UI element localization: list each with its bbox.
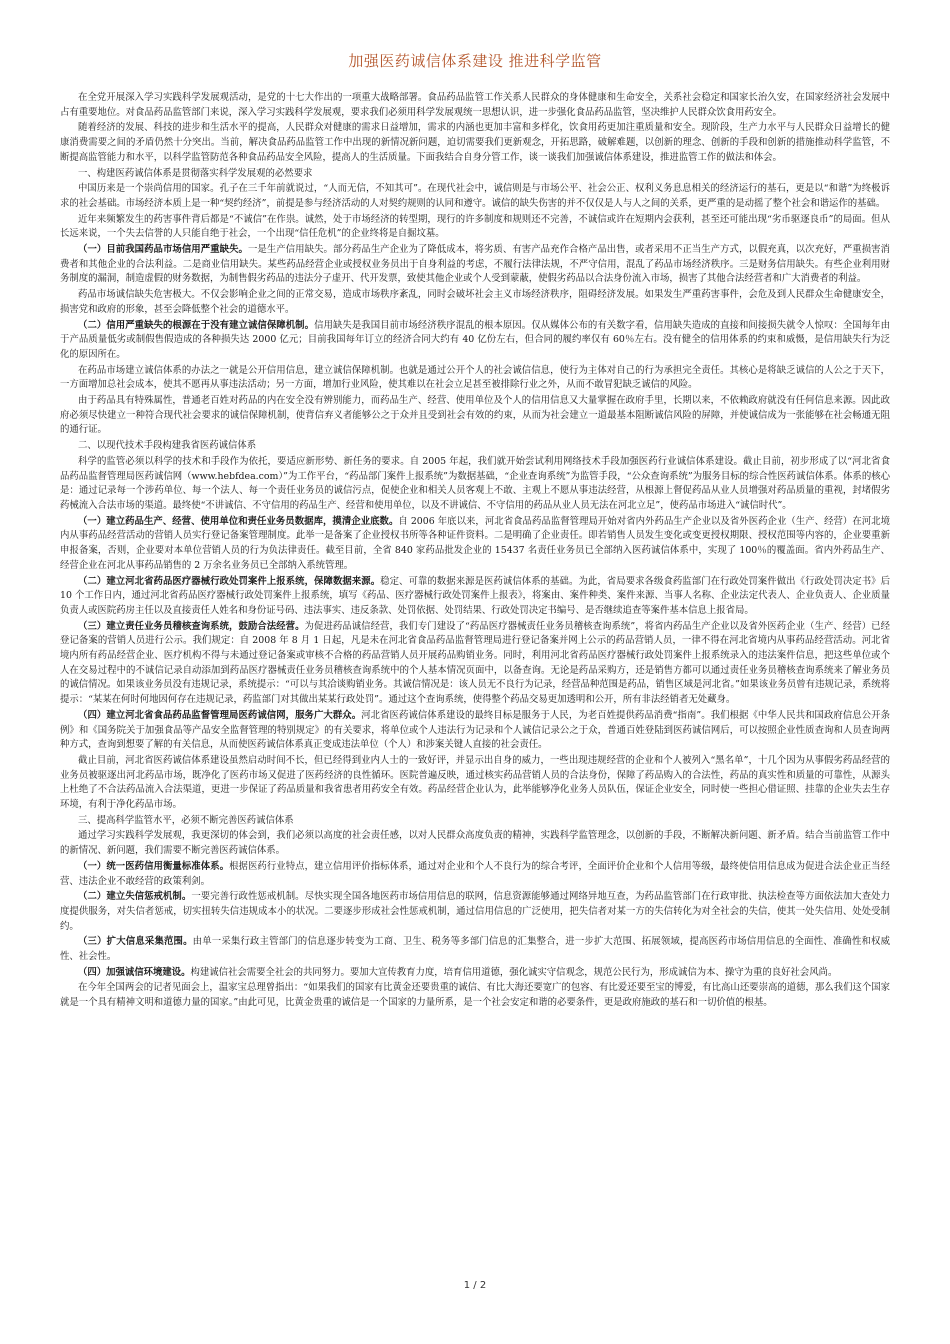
paragraph: 科学的监管必须以科学的技术和手段作为依托，要适应新形势、新任务的要求。自 2005 年起，我们就开始尝试利用网络技术手段加强医药行业诚信体系建设。截止目前，初步形成了以“河北省食品药品监督管理局医药诚信网（www.hebfdea.com）”为工作平台，“药品部门案件上报系统”为数据基础，“企业查询系统”为监管手段，“公众查询系统”为服务目标的综合性医药诚信体系。体系的核心是：通过记录每一个涉药单位、每一个法人、每一个责任业务员的诚信污点，促使企业和相关人员客观上不敢、主观上不愿从事违法经营，从根源上督促药品从业人员增强对药品质量的重视，封堵假劣药械流入合法市场的渠道。最终使“不讲诚信、不守信用的药品生产、经营和使用单位，以及不讲诚信、不守信用的药品从业人员无法在河北立足”，使药品市场进入“诚信时代”。: [60, 455, 890, 511]
subheading: （三）建立责任业务员稽核查询系统，鼓励合法经营。: [78, 620, 305, 632]
subheading: （四）加强诚信环境建设。: [78, 966, 191, 978]
subheading: （二）信用严重缺失的根源在于没有建立诚信保障机制。: [78, 319, 315, 331]
document-title: 加强医药诚信体系建设 推进科学监管: [348, 52, 602, 70]
paragraph: （三）扩大信息采集范围。由单一采集行政主管部门的信息逐步转变为工商、卫生、税务等多部门信息的汇集整合，进一步扩大范围、拓展领域，提高医药市场信用信息的全面性、准确性和权威性、社会性。: [60, 936, 890, 963]
paragraph: （四）建立河北省食品药品监督管理局医药诚信网，服务广大群众。河北省医药诚信体系建设的最终目标是服务于人民，为老百姓提供药品消费“指南”。我们根据《中华人民共和国政府信息公开条例》和《国务院关于加强食品等产品安全监督管理的特别规定》的有关要求，将单位或个人违法行为记录和个人诚信记录公之于众，普通百姓登陆到医药诚信网后，可以按照企业性质查询和人员查询两种方式，查询到想要了解的有关信息，从而使医药诚信体系真正变成违法单位（个人）和涉案关键人直接的社会责任。: [60, 709, 890, 751]
paragraph: 截止目前，河北省医药诚信体系建设虽然启动时间不长，但已经得到业内人士的一致好评，并显示出自身的威力，一些出现违规经营的企业和个人被列入“黑名单”，十几个因为从事假劣药品经营的业务员被驱逐出河北药品市场，既净化了医药市场又促进了医药经济的良性循环。医院普遍反映，通过核实药品营销人员的合法身份，保障了药品购入的合法性，药品的真实性和质量的可靠性，从源头上杜绝了不合法药品流入合法渠道，更进一步保证了药品质量和我省患者用药安全有效。药品经营企业认为，此举能够净化业务人员队伍，保证企业安全，同时使一些担心借证照、挂靠的企业失去生存环境，有利于净化药品市场。: [60, 754, 890, 811]
paragraph: 在药品市场建立诚信体系的办法之一就是公开信用信息，建立诚信保障机制。也就是通过公开个人的社会诚信信息，使行为主体对自己的行为承担完全责任。其核心是将缺乏诚信的人公之于天下，一方面增加总社会成本，使其不愿再从事违法活动；另一方面，增加行业风险，使其难以在社会立足甚至被排除行业之外，从而不敢冒犯缺乏诚信的风险。: [60, 364, 890, 391]
subheading: （一）建立药品生产、经营、使用单位和责任业务员数据库，摸清企业底数。: [78, 515, 399, 527]
subheading: （一）统一医药信用衡量标准体系。: [78, 860, 230, 872]
subheading: （二）建立河北省药品医疗器械行政处罚案件上报系统，保障数据来源。: [78, 575, 381, 587]
paragraph: 通过学习实践科学发展观，我更深切的体会到，我们必须以高度的社会责任感，以对人民群众高度负责的精神，实践科学监管理念，以创新的手段，不断解决新问题、新矛盾。结合当前监管工作中的新情况、新问题，我们需要不断完善医药诚信体系。: [60, 830, 890, 857]
paragraph: 中国历来是一个崇尚信用的国家。孔子在三千年前就说过，“人而无信，不知其可”。在现代社会中，诚信则是与市场公平、社会公正、权利义务息息相关的经济运行的基石，更是以“和谐”为终极诉求的社会基础。市场经济本质上是一种“契约经济”，前提是参与经济活动的人对契约规则的认同和遵守。诚信的缺失伤害的并不仅仅是人与人之间的关系，更严重的是动摇了整个社会和谐运作的基础。: [60, 183, 890, 209]
subheading: （二）建立失信惩戒机制。: [78, 891, 192, 903]
section-heading-1: 一、构建医药诚信体系是贯彻落实科学发展观的必然要求: [78, 167, 313, 179]
paragraph: 近年来频繁发生的药害事件背后都是“不诚信”在作祟。诚然，处于市场经济的转型期，现行的许多制度和规则还不完善，不诚信或许在短期内会获利，甚至还可能出现“劣币驱逐良币”的局面。但从长远来说，一个失去信誉的人只能自绝于社会，一个出现“信任危机”的企业终将是自掘坟墓。: [60, 213, 890, 240]
paragraph: 由于药品具有特殊属性，普通老百姓对药品的内在安全没有辨别能力，而药品生产、经营、使用单位及个人的信用信息又大量掌握在政府手里，长期以来，不依赖政府就没有任何信息来源。因此政府必须尽快建立一种符合现代社会要求的诚信保障机制，使背信弃义者能够公之于众并且受到社会有效的约束，从而为社会建立一道最基本阻断诚信风险的屏障，并使诚信成为一张能够在社会畅通无阻的通行证。: [60, 395, 890, 436]
paragraph: 药品市场诚信缺失危害极大。不仅会影响企业之间的正常交易，造成市场秩序紊乱，同时会破坏社会主义市场经济秩序，阻碍经济发展。如果发生严重药害事件，会危及到人民群众生命健康安全，损害党和政府的形象，甚至会降低整个社会的道德水平。: [60, 289, 890, 315]
document-body: [60, 50, 890, 1280]
paragraph: （一）建立药品生产、经营、使用单位和责任业务员数据库，摸清企业底数。自 2006 年底以来，河北省食品药品监督管理局开始对省内外药品生产企业以及省外医药企业（生产、经营）在河北境内从事药品经营活动的营销人员实行登记备案管理制度。此举一是备案了企业授权书所等各种证件资料。二是明确了企业责任。即若销售人员发生变化或变更授权期限、授权范围等内容的，企业要重新申报备案，否则，企业要对本单位营销人员的行为负法律责任。截至目前，全省 840 家药品批发企业的 15437 名责任业务员已全部纳入医药诚信体系中，实现了 100％的覆盖面。省内外药品生产、经营企业在河北从事药品销售的 2 万余名业务员已全部纳入系统管理。: [60, 515, 890, 571]
paragraph: （四）加强诚信环境建设。构建诚信社会需要全社会的共同努力。要加大宣传教育力度，培育信用道德，强化诚实守信观念，规范公民行为，形成诚信为本、操守为重的良好社会风尚。: [78, 966, 838, 978]
page-number: 1 / 2: [463, 1280, 487, 1291]
paragraph: 在今年全国两会的记者见面会上，温家宝总理曾指出：“如果我们的国家有比黄金还要贵重的诚信、有比大海还要宽广的包容、有比爱还要至宝的博爱，有比高山还要崇高的道德，那么我们这个国家就是一个具有精神文明和道德力量的国家。”由此可见，比黄金贵重的诚信是一个国家的力量所系，是一个社会安定和谐的必要条件，更是政府施政的基石和一切价值的根基。: [60, 982, 890, 1009]
section-heading-3: 三、提高科学监管水平，必须不断完善医药诚信体系: [78, 814, 294, 826]
paragraph: （一）统一医药信用衡量标准体系。根据医药行业特点，建立信用评价指标体系，通过对企业和个人不良行为的综合考评，全面评价企业和个人信用等级，最终使信用信息成为促进合法企业正当经营、违法企业不敢经营的政策利剑。: [60, 860, 890, 887]
paragraph: 在全党开展深入学习实践科学发展观活动，是党的十七大作出的一项重大战略部署。食品药品监管工作关系人民群众的身体健康和生命安全，关系社会稳定和国家长治久安，在国家经济社会发展中占有重要地位。对食品药品监管部门来说，深入学习实践科学发展观，要求我们必须用科学发展观统一思想认识，进一步强化食品药品监管，坚决维护人民群众饮食用药安全。: [60, 92, 890, 118]
paragraph: （一）目前我国药品市场信用严重缺失。一是生产信用缺失。部分药品生产企业为了降低成本，将劣质、有害产品充作合格产品出售，或者采用不正当生产方式，以假充真，以次充好，严重损害消费者和其他企业的合法利益。二是商业信用缺失。某些药品经营企业或授权业务员出于自身利益的考虑，不履行法律法规，不严守信用，混乱了药品市场经济秩序。三是财务信用缺失。有些企业利用财务制度的漏洞，制造虚假的财务数据，为制售假劣药品的违法分子虚开、代开发票，致使其他企业或个人受到蒙蔽，使假劣药品以合法身份流入市场，损害了其他合法经营者和广大消费者的利益。: [60, 244, 890, 285]
subheading: （四）建立河北省食品药品监督管理局医药诚信网，服务广大群众。: [78, 709, 362, 721]
paragraph: 随着经济的发展、科技的进步和生活水平的提高，人民群众对健康的需求日益增加，需求的内涵也更加丰富和多样化，饮食用药更加注重质量和安全。现阶段，生产力水平与人民群众日益增长的健康消费需要之间的矛盾仍然十分突出。当前，解决食品药品监管工作中出现的新情况新问题，迫切需要我们更新观念，开拓思路，破解难题，以创新的理念、创新的手段和创新的措施推动科学监管，不断提高监管能力和水平，以科学监管防范各种食品药品安全风险，提高人的生活质量。下面我结合自身分管工作，谈一谈我们加强诚信体系建设，推进监管工作的做法和体会。: [60, 122, 890, 163]
section-heading-2: 二、以现代技术手段构建我省医药诚信体系: [78, 440, 257, 452]
subheading: （三）扩大信息采集范围。: [78, 936, 193, 948]
subheading: （一）目前我国药品市场信用严重缺失。: [78, 244, 248, 256]
paragraph: （三）建立责任业务员稽核查询系统，鼓励合法经营。为促进药品诚信经营，我们专门建设了“药品医疗器械责任业务员稽核查询系统”，将省内药品生产企业以及省外医药企业（生产、经营）已经登记备案的营销人员进行公示。我们规定：自 2008 年 8 月 1 日起，凡是未在河北省食品药品监督管理局进行登记备案并网上公示的药品营销人员，一律不得在河北省境内从事药品经营活动。河北省境内所有药品经营企业、医疗机构不得与未通过登记备案或审核不合格的药品营销人员开展药品购销业务。同时，利用河北省药品医疗器械行政处罚案件上报系统录入的违法案件信息，把这些单位或个人在交易过程中的不诚信记录自动添加到药品医疗器械责任业务员稽核查询系统中的个人基本情况页面中，以备查询。无论是药品采购方，还是销售方都可以通过责任业务员稽核查询系统来了解业务员的诚信情况。如果该业务员没有违规记录，系统提示：“可以与其洽谈购销业务。其诚信情况是：该人员无不良行为记录，经营品种范围是药品，销售区域是河北省。”如果该业务员曾有违规记录，系统将提示：“某某在何时何地因何存在违规记录，药监部门对其做出某某行政处罚”。通过这个查询系统，使得整个药品交易更加透明和公开，所有非法经销者无处藏身。: [60, 620, 890, 706]
paragraph: （二）建立河北省药品医疗器械行政处罚案件上报系统，保障数据来源。稳定、可靠的数据来源是医药诚信体系的基础。为此，省局要求各级食药监部门在行政处罚案件做出《行政处罚决定书》后 10 个工作日内，通过河北省药品医疗器械行政处罚案件上报系统，填写《药品、医疗器械行政处罚案件上报表》，将案由、案件种类、案件来源、当事人名称、企业法定代表人、企业负责人、企业质量负责人或医院药房主任以及直接责任人姓名和身份证号码、违法事实、违反条款、处罚依据、处罚结果、行政处罚决定书编号、是否继续追查等案件基本信息上报省局。: [60, 575, 890, 616]
paragraph: （二）建立失信惩戒机制。一要完善行政性惩戒机制。尽快实现全国各地医药市场信用信息的联网，信息资源能够通过网络异地互查，为药品监管部门在行政审批、执法检查等方面依法加大查处力度提供服务，对失信者惩戒，切实扭转失信违规成本小的状况。二要逐步形成社会性惩戒机制，通过信用信息的广泛使用，把失信者对某一方的失信转化为对全社会的失信，使其一处失信用、处处受制约。: [60, 891, 890, 932]
paragraph: （二）信用严重缺失的根源在于没有建立诚信保障机制。信用缺失是我国目前市场经济秩序混乱的根本原因。仅从媒体公布的有关数字看，信用缺失造成的直接和间接损失就令人惊叹：全国每年由于产品质量低劣或制假售假造成的各种损失达 2000 亿元；目前我国每年订立的经济合同大约有 40 亿份左右，但合同的履约率仅有 60％左右。没有健全的信用体系的约束和威慑，是信用缺失行为泛化的原因所在。: [60, 319, 890, 360]
